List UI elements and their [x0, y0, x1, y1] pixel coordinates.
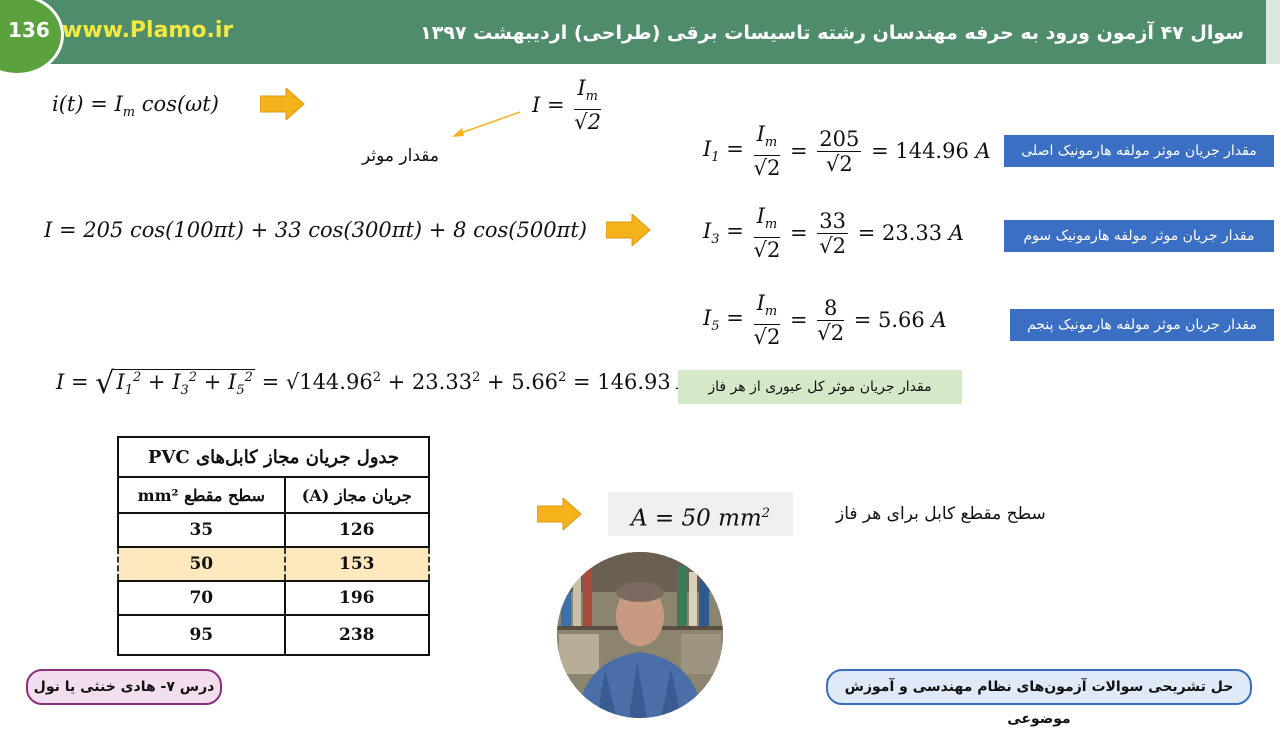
answer-label: سطح مقطع کابل برای هر فاز — [836, 504, 1046, 524]
site-link[interactable]: www.Plamo.ir — [62, 18, 234, 43]
presenter-video — [557, 552, 723, 718]
page-number: 136 — [8, 18, 50, 42]
table-row-highlighted — [118, 547, 429, 581]
table-row — [118, 513, 429, 547]
table-row — [118, 615, 429, 655]
harmonic-5-label: مقدار جریان موثر مولفه هارمونیک پنجم — [1010, 309, 1274, 341]
rms-formula: I = $\frac{I_m}{√2}$ — [532, 76, 602, 135]
it-formula: $i(t) = I_m$ cos(ωt) — [52, 92, 219, 121]
harmonic-3-formula: $I_3$ = $\frac{I_m}{√2}$ = $\frac{33}{√2}$ = 23.33 A — [703, 204, 964, 263]
col-header-current: جریان مجاز (A) — [285, 477, 429, 513]
answer-box: A = 50 $mm^2$ — [608, 492, 793, 536]
cell-area: 95 — [118, 615, 285, 655]
course-badge: حل تشریحی سوالات آزمون‌های نظام مهندسی و آموزش موضوعی — [826, 669, 1252, 705]
slide-title: سوال ۴۷ آزمون ورود به حرفه مهندسان رشته تاسیسات برقی (طراحی) اردیبهشت ۱۳۹۷ — [420, 22, 1244, 44]
total-rms-formula: $I = √I_1^2 + I_3^2 + I_5^2 = √144.96^2 + 23.33^2 + 5.66^2 = 146.93$ — [56, 366, 671, 401]
cable-ampacity-table — [117, 436, 430, 656]
harmonic-5-formula: $I_5$ = $\frac{I_m}{√2}$ = $\frac{8}{√2}$ = 5.66 A — [703, 291, 947, 350]
total-rms-label: مقدار جریان موثر کل عبوری از هر فاز — [678, 370, 962, 404]
lesson-badge: درس ۷- هادی خنثی یا نول — [26, 669, 222, 705]
current-equation: I = 205 cos(100πt) + 33 cos(300πt) + 8 cos(500πt) — [44, 218, 587, 242]
cell-current: 238 — [285, 615, 429, 655]
pointer-arrow-icon — [450, 110, 522, 144]
harmonic-1-label: مقدار جریان موثر مولفه هارمونیک اصلی — [1004, 135, 1274, 167]
cell-area: 50 — [118, 547, 285, 581]
table-row — [118, 581, 429, 615]
harmonic-3-label: مقدار جریان موثر مولفه هارمونیک سوم — [1004, 220, 1274, 252]
cell-area: 70 — [118, 581, 285, 615]
cell-current: 196 — [285, 581, 429, 615]
col-header-area: سطح مقطع mm² — [118, 477, 285, 513]
cell-area: 35 — [118, 513, 285, 547]
header-edge — [1266, 0, 1280, 64]
rms-label: مقدار موثر — [362, 146, 439, 166]
arrow-right-icon — [537, 498, 583, 534]
cell-current: 153 — [285, 547, 429, 581]
arrow-right-icon — [606, 214, 652, 250]
table-caption: جدول جریان مجاز کابل‌های PVC — [118, 437, 429, 477]
harmonic-1-formula: $I_1$ = $\frac{I_m}{√2}$ = $\frac{205}{√2}$ = 144.96 A — [703, 122, 991, 181]
cell-current: 126 — [285, 513, 429, 547]
arrow-right-icon — [260, 88, 306, 124]
